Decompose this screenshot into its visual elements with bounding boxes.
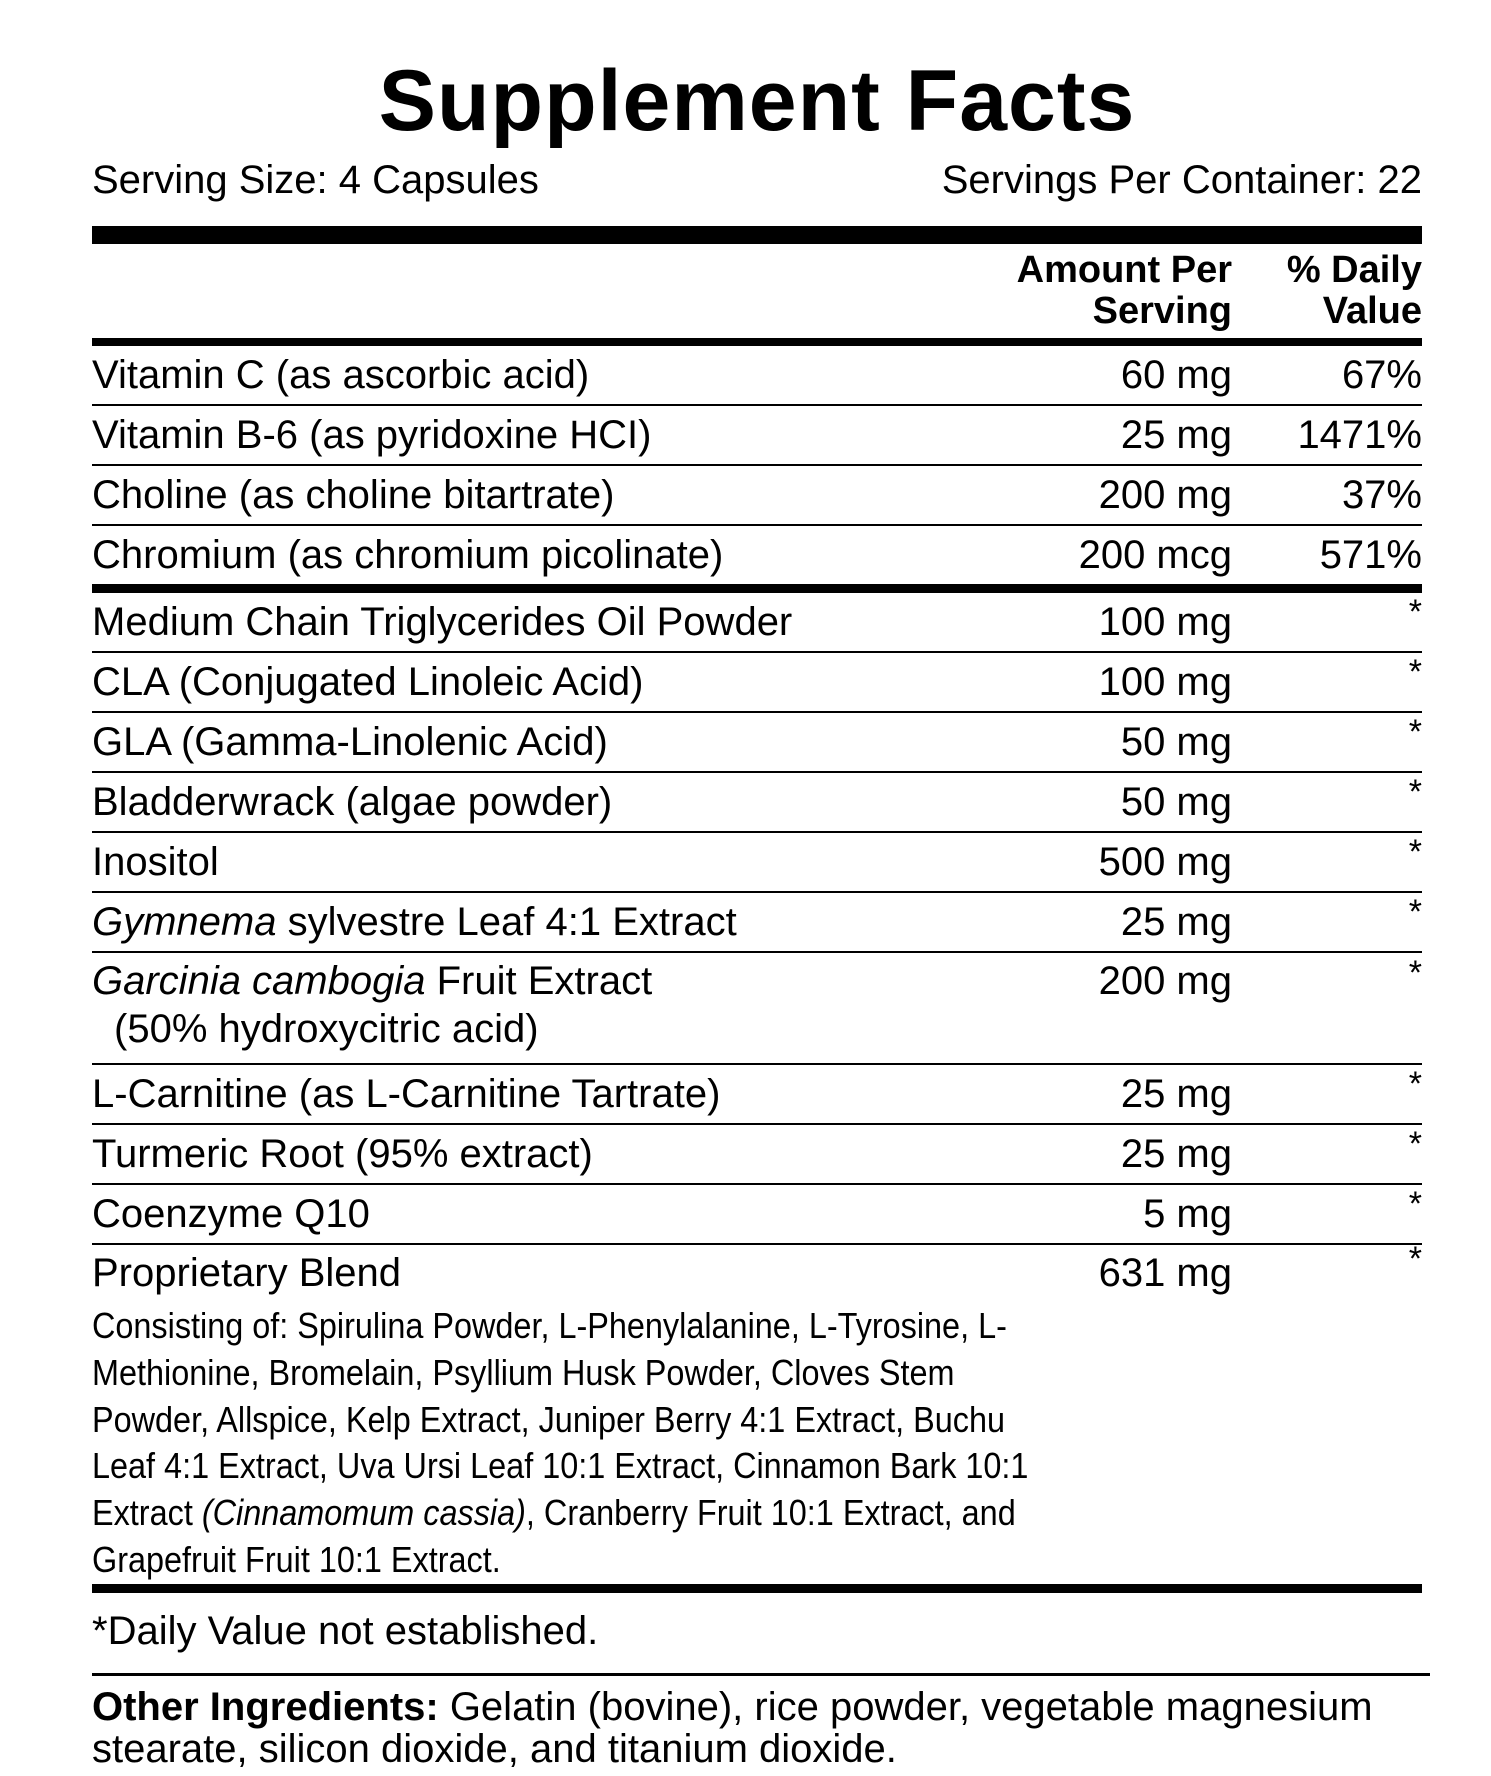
ingredient-dv: * [1408,1064,1422,1103]
top-thick-bar [92,226,1422,244]
ingredient-row [92,893,1422,951]
nutrient-name: Vitamin B-6 (as pyridoxine HCI) [92,413,652,457]
ingredient-name: Inositol [92,840,219,884]
ingredient-amount: 25 mg [1120,1132,1232,1176]
nutrient-row [92,466,1422,524]
proprietary-blend-row [92,1240,1422,1584]
nutrient-name: Choline (as choline bitartrate) [92,473,615,517]
ingredient-name: GLA (Gamma-Linolenic Acid) [92,720,608,764]
serving-size: Serving Size: 4 Capsules [92,158,539,202]
ingredient-amount: 100 mg [1098,660,1232,704]
ingredient-dv: * [1408,832,1422,871]
ingredient-amount: 25 mg [1120,1072,1232,1116]
ingredient-name: L-Carnitine (as L-Carnitine Tartrate) [92,1072,721,1116]
ingredient-name: Coenzyme Q10 [92,1192,370,1236]
ingredient-amount: 200 mg [1098,959,1232,1003]
ingredient-dv: * [1408,1124,1422,1163]
nutrient-name: Vitamin C (as ascorbic acid) [92,353,590,397]
ingredient-amount: 50 mg [1120,780,1232,824]
ingredient-row [92,653,1422,711]
nutrient-dv: 571% [1319,533,1422,577]
section-separator-bar [92,584,1422,593]
nutrient-dv: 1471% [1297,413,1422,457]
daily-value-header: % Daily Value [1286,248,1422,332]
ingredient-name: Gymnema sylvestre Leaf 4:1 Extract [92,900,737,944]
ingredient-row [92,953,1422,1063]
nutrient-row [92,346,1422,404]
nutrient-row [92,406,1422,464]
ingredient-amount: 50 mg [1120,720,1232,764]
ingredient-row [92,773,1422,831]
ingredient-row [92,1125,1422,1183]
ingredient-name: Medium Chain Triglycerides Oil Powder [92,600,793,644]
bottom-bar [92,1584,1422,1593]
nutrient-row [92,526,1422,584]
nutrient-amount: 25 mg [1120,413,1232,457]
other-ingredients-label: Other Ingredients: [92,1684,439,1729]
ingredient-amount: 5 mg [1143,1192,1232,1236]
ingredient-row [92,1065,1422,1123]
blend-amount: 631 mg [1098,1251,1232,1295]
ingredient-dv: * [1408,892,1422,931]
nutrient-amount: 200 mcg [1078,533,1232,577]
ingredient-row [92,833,1422,891]
servings-per-container: Servings Per Container: 22 [941,158,1422,202]
other-ingredients-text: Gelatin (bovine), rice powder, vegetable magnesium stearate, silicon dioxide, and titanium dioxide. [92,1684,1373,1771]
ingredient-amount: 500 mg [1098,840,1232,884]
ingredient-amount: 25 mg [1120,900,1232,944]
daily-value-footnote: *Daily Value not established. [92,1608,599,1653]
ingredient-name: Bladderwrack (algae powder) [92,780,613,824]
column-header-row [92,244,1422,338]
nutrient-name: Chromium (as chromium picolinate) [92,533,724,577]
ingredient-name: Garcinia cambogia Fruit Extract (50% hydroxycitric acid) [92,959,653,1051]
supplement-facts-panel [92,0,1422,1770]
ingredient-dv: * [1408,954,1422,992]
ingredient-row [92,593,1422,651]
nutrient-amount: 60 mg [1120,353,1232,397]
nutrient-amount: 200 mg [1098,473,1232,517]
blend-name: Proprietary Blend [92,1251,402,1295]
ingredient-dv: * [1408,652,1422,691]
other-ingredients-rule [92,1673,1430,1676]
other-ingredients [92,1686,1422,1770]
ingredient-dv: * [1408,772,1422,811]
ingredient-dv: * [1408,712,1422,751]
panel-title: Supplement Facts [378,53,1136,149]
blend-dv: * [1408,1240,1422,1278]
ingredient-row [92,1185,1422,1243]
ingredient-name: Turmeric Root (95% extract) [92,1132,593,1176]
amount-per-serving-header: Amount Per Serving [1016,248,1232,332]
ingredient-amount: 100 mg [1098,600,1232,644]
ingredient-dv: * [1408,592,1422,631]
ingredient-dv: * [1408,1184,1422,1223]
header-bar [92,338,1422,346]
nutrient-dv: 67% [1341,353,1422,397]
ingredient-name: CLA (Conjugated Linoleic Acid) [92,660,644,704]
serving-info [92,160,1422,204]
ingredient-row [92,713,1422,771]
nutrient-dv: 37% [1341,473,1422,517]
blend-description: Consisting of: Spirulina Powder, L-Phenylalanine, L-Tyrosine, L-Methionine, Bromelain, Psyllium Husk Powder, Cloves Stem Powder, Allspice, Kelp Extract, Juniper Berry 4:1 Extract, Buchu Leaf 4:1 Extract, Uva Ursi Leaf 10:1 Extract, Cinnamon Bark 10:1 Extract (Cinnamomum cassia), Cranberry Fruit 10:1 Extract, and Grapefruit Fruit 10:1 Extract. [92,1305,1029,1580]
